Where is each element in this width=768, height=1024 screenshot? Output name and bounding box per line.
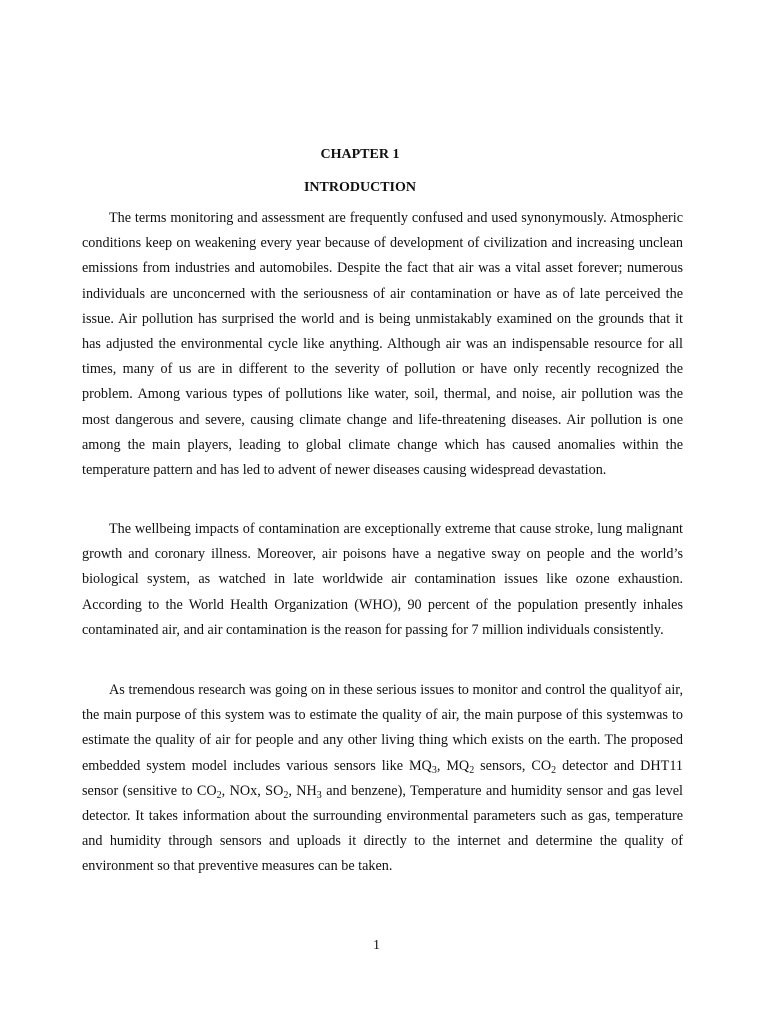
- subscript: 3: [431, 764, 437, 776]
- paragraph-3-text: detector and DHT11 sensor (sensitive to CO: [82, 757, 683, 799]
- subscript: 2: [283, 789, 289, 801]
- subscript: 2: [469, 764, 475, 776]
- subscript: 2: [551, 764, 557, 776]
- document-page: [82, 0, 683, 1024]
- subscript: 3: [316, 789, 322, 801]
- paragraph-3-text: As tremendous research was going on in these serious issues to monitor and control the qualityof air, the main purpose of this system was to estimate the quality of air, the main purpose of this systemwas to estimate the quality of air for people and any other living thing which exists on the earth. The proposed embedded system model includes various sensors like MQ: [82, 682, 683, 774]
- page-number: 1: [373, 938, 380, 953]
- chapter-label: CHAPTER 1: [320, 147, 400, 162]
- subscript: 2: [216, 789, 222, 801]
- paragraph-3-text: , MQ: [436, 757, 470, 774]
- paragraph-3-text: , NH: [288, 782, 317, 799]
- section-title: INTRODUCTION: [303, 180, 416, 195]
- paragraph-1: The terms monitoring and assessment are frequently confused and used synonymously. Atmospheric conditions keep on weakening every year because of development of civilization and increasing unclean emissions from industries and automobiles. Despite the fact that air was a vital asset forever; numerous individuals are unconcerned with the seriousness of air contamination or have as of late perceived the issue. Air pollution has surprised the world and is being unmistakably examined on the grounds that it has adjusted the environmental cycle like anything. Although air was an indispensable resource for all times, many of us are in different to the severity of pollution or have only recently recognized the problem. Among various types of pollutions like water, soil, thermal, and noise, air pollution was the most dangerous and severe, causing climate change and life-threatening diseases. Air pollution is one among the main players, leading to global climate change which has caused anomalies within the temperature pattern and has led to advent of newer diseases causing widespread devastation.: [82, 210, 683, 479]
- paragraph-2: The wellbeing impacts of contamination are exceptionally extreme that cause stroke, lung malignant growth and coronary illness. Moreover, air poisons have a negative sway on people and the world’s biological system, as watched in late worldwide air contamination issues like ozone exhaustion. According to the World Health Organization (WHO), 90 percent of the population presently inhales contaminated air, and air contamination is the reason for passing for 7 million individuals consistently.: [82, 521, 683, 638]
- paragraph-3: [82, 678, 683, 880]
- paragraph-3-text: sensors, CO: [474, 757, 552, 774]
- paragraph-3-text: , NOx, SO: [221, 782, 284, 799]
- paragraph-3-text: and benzene), Temperature and humidity sensor and gas level detector. It takes information about the surrounding environmental parameters such as gas, temperature and humidity through sensors and uploads it directly to the internet and determine the quality of environment so that preventive measures can be taken.: [82, 782, 683, 875]
